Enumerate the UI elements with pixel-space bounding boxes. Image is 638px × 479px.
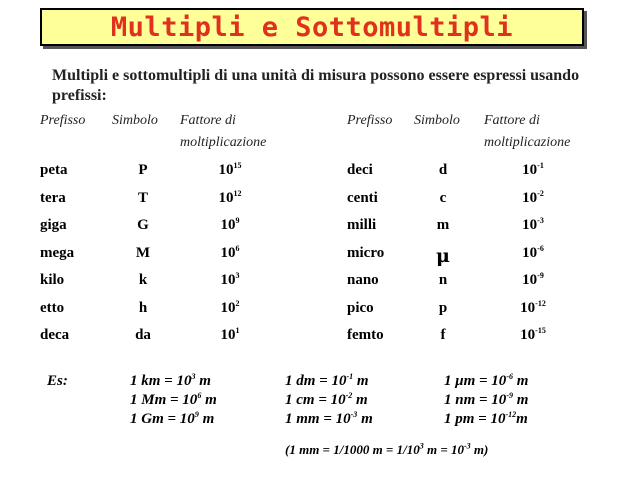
exponent: -1 — [346, 372, 354, 381]
submultiples-prefix: deci — [347, 162, 373, 178]
exponent: 6 — [235, 243, 240, 253]
submultiples-symbol: m — [436, 217, 450, 233]
multiples-prefix: giga — [40, 217, 67, 233]
example-equation: 1 $Gm = 10^9$ m — [130, 410, 215, 427]
multiples-prefix: etto — [40, 299, 65, 316]
multiples-symbol: h — [138, 299, 148, 316]
multiples-symbol: M — [135, 244, 151, 261]
multiples-factor: $10^3$ — [220, 271, 240, 288]
intro-text: Multipli e sottomultipli di una unità di misura possono essere espressi usando prefissi: — [52, 67, 580, 104]
multiples-factor: $10^9$ — [220, 216, 240, 233]
multiples-symbol: T — [137, 189, 149, 206]
submultiples-factor: $10^{-1}$ — [522, 161, 544, 178]
submultiples-factor: $10^{-3}$ — [522, 216, 544, 233]
example-equation: 1 km = $10^3$ m — [130, 372, 211, 389]
multiples-prefix: tera — [40, 189, 66, 206]
submultiples-factor: $10^{-6}$ — [522, 243, 544, 261]
multiples-prefix: mega — [40, 244, 75, 261]
multiples-factor: $10^1$ — [220, 326, 240, 343]
example-equation: 1 mm = $10^{-3}$ m — [285, 410, 373, 427]
submultiples-factor: $10^{-9}$ — [522, 271, 544, 288]
submultiples-header-symbol: Simbolo — [414, 113, 460, 128]
multiples-header-factor-line2: moltiplicazione — [180, 135, 267, 150]
exponent: -9 — [537, 271, 544, 280]
submultiples-symbol: p — [438, 299, 448, 316]
example-equation: 1 pm = $10^{-12}m$ — [444, 410, 528, 427]
multiples-symbol: P — [138, 162, 148, 178]
multiples-factor: $10^{12}$ — [218, 188, 242, 206]
exponent: 12 — [233, 188, 242, 198]
submultiples-factor: $10^{-12}$ — [520, 298, 546, 316]
multiples-symbol: da — [135, 327, 151, 343]
exponent: 2 — [235, 298, 240, 308]
exponent: -3 — [350, 410, 358, 419]
submultiples-header-prefix: Prefisso — [347, 113, 393, 128]
multiples-factor: $10^2$ — [220, 298, 240, 316]
exponent: 3 — [235, 271, 240, 280]
exponent: -6 — [537, 243, 544, 253]
multiples-header-symbol: Simbolo — [112, 113, 158, 128]
submultiples-prefix: nano — [347, 272, 379, 288]
submultiples-symbol: f — [440, 327, 446, 343]
conversion-note: (1 mm = 1/1000 $m = 1/10^3$ $m = 10^{-3}$ m) — [285, 441, 489, 457]
exponent: 9 — [194, 410, 199, 419]
submultiples-symbol: μ — [436, 244, 450, 267]
exponent: -1 — [537, 161, 544, 170]
exponent: -9 — [506, 391, 513, 400]
multiples-prefix: peta — [40, 162, 68, 178]
exponent: -2 — [537, 188, 544, 198]
multiples-symbol: k — [138, 272, 148, 288]
exponent: -3 — [464, 441, 471, 451]
page-title: Multipli e Sottomultipli — [110, 11, 514, 43]
submultiples-prefix: milli — [347, 217, 377, 233]
title-box — [40, 8, 584, 46]
exponent: 15 — [233, 161, 242, 170]
multiples-prefix: deca — [40, 327, 70, 343]
exponent: 9 — [235, 216, 240, 225]
submultiples-symbol: d — [438, 162, 448, 178]
exponent: -2 — [345, 391, 353, 400]
exponent: 3 — [419, 441, 424, 451]
multiples-factor: $10^{15}$ — [218, 161, 242, 178]
exponent: -6 — [506, 372, 513, 381]
submultiples-factor: $10^{-2}$ — [522, 188, 544, 206]
submultiples-symbol: n — [438, 272, 448, 288]
example-equation: 1 $\mu m = 10^{-6}$ m — [444, 372, 529, 389]
submultiples-prefix: pico — [347, 299, 374, 316]
multiples-prefix: kilo — [40, 272, 65, 288]
submultiples-header-factor: Fattore di — [484, 113, 540, 128]
exponent: -12 — [505, 410, 517, 419]
exponent: 6 — [197, 391, 202, 400]
example-equation: 1 dm = $10^{-1}$ m — [285, 372, 369, 389]
multiples-factor: $10^6$ — [220, 243, 240, 261]
exponent: -12 — [535, 298, 546, 308]
examples-label: Es: — [47, 373, 68, 389]
submultiples-prefix: micro — [347, 244, 385, 261]
exponent: 3 — [191, 372, 196, 381]
example-equation: 1 cm = $10^{-2}$ m — [285, 391, 368, 408]
submultiples-header-factor-line2: moltiplicazione — [484, 135, 571, 150]
exponent: -3 — [537, 216, 544, 225]
exponent: -15 — [535, 326, 546, 335]
submultiples-symbol: c — [439, 189, 447, 206]
exponent: 1 — [235, 326, 240, 335]
submultiples-factor: $10^{-15}$ — [520, 326, 546, 343]
multiples-symbol: G — [137, 217, 149, 233]
example-equation: 1 $Mm = 10^6$ m — [130, 391, 217, 408]
multiples-header-prefix: Prefisso — [40, 113, 86, 128]
multiples-header-factor: Fattore di — [180, 113, 236, 128]
submultiples-prefix: centi — [347, 189, 378, 206]
example-equation: 1 nm = $10^{-9}$ m — [444, 391, 529, 408]
submultiples-prefix: femto — [347, 327, 384, 343]
